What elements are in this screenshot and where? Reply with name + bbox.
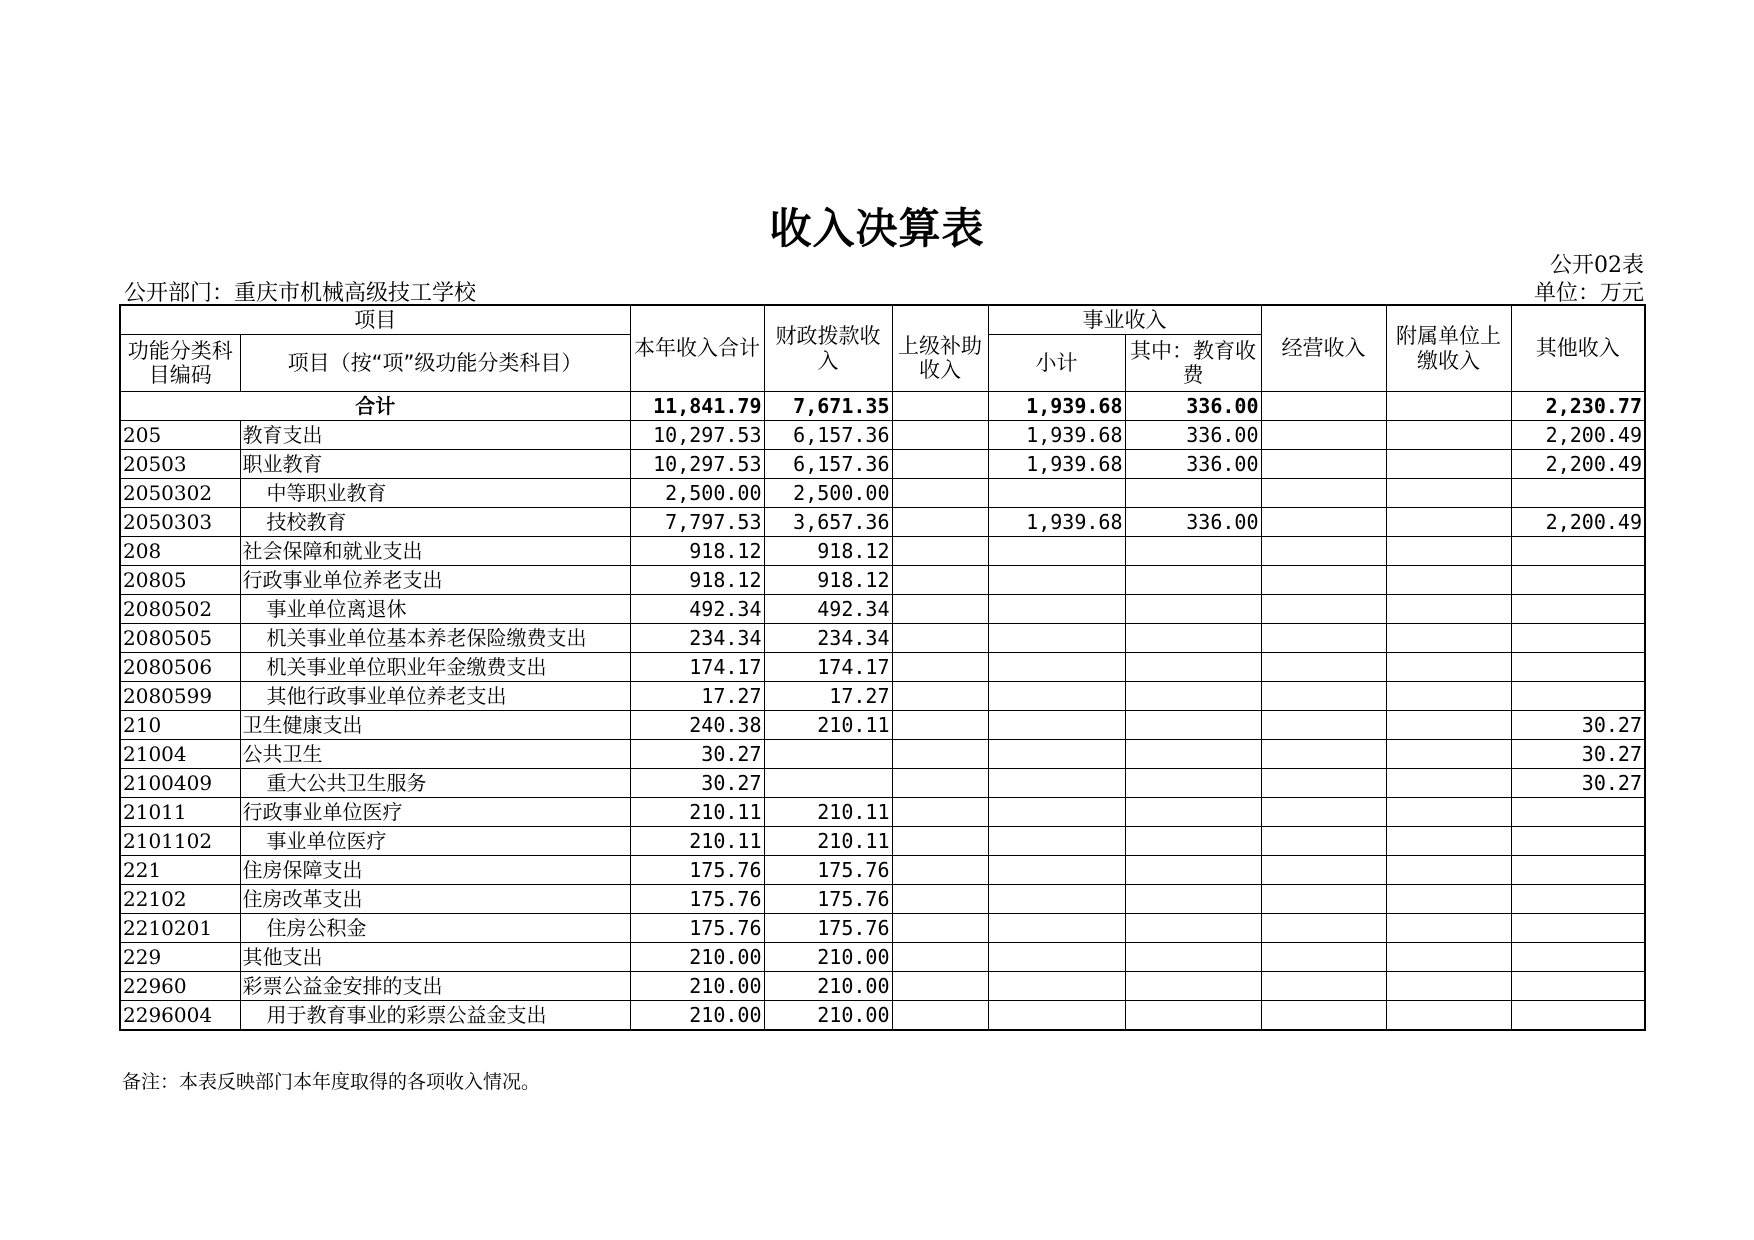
edu-fee-cell (1125, 943, 1261, 972)
table-row (120, 856, 1645, 885)
table-row (120, 682, 1645, 711)
affiliated-cell (1386, 653, 1511, 682)
subtotal-cell (988, 943, 1125, 972)
func-code-cell: 22102 (120, 885, 240, 914)
operating-cell (1261, 769, 1386, 798)
affiliated-cell (1386, 682, 1511, 711)
affiliated-cell (1386, 914, 1511, 943)
edu-fee-cell (1125, 537, 1261, 566)
operating-cell (1261, 508, 1386, 537)
other-cell (1511, 595, 1645, 624)
header-total-income: 本年收入合计 (630, 305, 764, 392)
total-income-cell: 10,297.53 (630, 450, 764, 479)
func-code-cell: 205 (120, 421, 240, 450)
fiscal-cell: 918.12 (764, 537, 892, 566)
subtotal-cell (988, 885, 1125, 914)
footnote: 备注：本表反映部门本年度取得的各项收入情况。 (122, 1071, 541, 1093)
table-row (120, 653, 1645, 682)
edu-fee-cell (1125, 479, 1261, 508)
total-income-cell: 175.76 (630, 856, 764, 885)
header-fiscal: 财政拨款收入 (764, 305, 892, 392)
total-edu-fee: 336.00 (1125, 392, 1261, 421)
total-row (120, 392, 1645, 421)
edu-fee-cell (1125, 769, 1261, 798)
total-income-cell: 30.27 (630, 769, 764, 798)
func-code-cell: 2080506 (120, 653, 240, 682)
affiliated-cell (1386, 972, 1511, 1001)
operating-cell (1261, 798, 1386, 827)
other-cell (1511, 682, 1645, 711)
fiscal-cell: 175.76 (764, 885, 892, 914)
other-cell (1511, 827, 1645, 856)
total-income-cell: 174.17 (630, 653, 764, 682)
item-name-cell: 行政事业单位医疗 (240, 798, 630, 827)
item-name-cell: 教育支出 (240, 421, 630, 450)
table-row (120, 711, 1645, 740)
total-income-cell: 175.76 (630, 885, 764, 914)
subtotal-cell (988, 972, 1125, 1001)
subtotal-cell: 1,939.68 (988, 508, 1125, 537)
fiscal-cell: 234.34 (764, 624, 892, 653)
item-name-cell: 机关事业单位职业年金缴费支出 (240, 653, 630, 682)
item-name-cell: 住房保障支出 (240, 856, 630, 885)
other-cell: 2,200.49 (1511, 450, 1645, 479)
func-code-cell: 2080502 (120, 595, 240, 624)
header-other: 其他收入 (1511, 305, 1645, 392)
department-label: 公开部门：重庆市机械高级技工学校 (124, 281, 477, 306)
table-row (120, 566, 1645, 595)
superior-cell (892, 624, 988, 653)
func-code-cell: 20503 (120, 450, 240, 479)
operating-cell (1261, 450, 1386, 479)
other-cell (1511, 624, 1645, 653)
edu-fee-cell (1125, 653, 1261, 682)
header-superior: 上级补助收入 (892, 305, 988, 392)
subtotal-cell (988, 740, 1125, 769)
affiliated-cell (1386, 537, 1511, 566)
func-code-cell: 221 (120, 856, 240, 885)
superior-cell (892, 740, 988, 769)
edu-fee-cell (1125, 798, 1261, 827)
affiliated-cell (1386, 740, 1511, 769)
total-income-cell: 210.11 (630, 798, 764, 827)
affiliated-cell (1386, 885, 1511, 914)
table-row (120, 885, 1645, 914)
edu-fee-cell (1125, 624, 1261, 653)
other-cell (1511, 566, 1645, 595)
edu-fee-cell (1125, 914, 1261, 943)
other-cell (1511, 856, 1645, 885)
table-row (120, 508, 1645, 537)
header-project: 项目 (120, 305, 630, 335)
subtotal-cell (988, 856, 1125, 885)
superior-cell (892, 885, 988, 914)
total-income-cell: 918.12 (630, 537, 764, 566)
item-name-cell: 公共卫生 (240, 740, 630, 769)
other-cell (1511, 479, 1645, 508)
item-name-cell: 社会保障和就业支出 (240, 537, 630, 566)
subtotal-cell (988, 595, 1125, 624)
table-row (120, 479, 1645, 508)
fiscal-cell: 210.11 (764, 711, 892, 740)
subtotal-cell: 1,939.68 (988, 421, 1125, 450)
fiscal-cell: 17.27 (764, 682, 892, 711)
fiscal-cell: 6,157.36 (764, 450, 892, 479)
other-cell: 2,200.49 (1511, 421, 1645, 450)
total-income-cell: 30.27 (630, 740, 764, 769)
subtotal-cell (988, 914, 1125, 943)
table-row (120, 972, 1645, 1001)
header-subtotal: 小计 (988, 335, 1125, 392)
item-name-cell: 重大公共卫生服务 (240, 769, 630, 798)
total-income-cell: 17.27 (630, 682, 764, 711)
subtotal-cell (988, 827, 1125, 856)
total-income-cell: 918.12 (630, 566, 764, 595)
operating-cell (1261, 885, 1386, 914)
total-income-cell: 492.34 (630, 595, 764, 624)
item-name-cell: 用于教育事业的彩票公益金支出 (240, 1001, 630, 1031)
total-income-cell: 240.38 (630, 711, 764, 740)
func-code-cell: 20805 (120, 566, 240, 595)
operating-cell (1261, 856, 1386, 885)
other-cell: 30.27 (1511, 769, 1645, 798)
fiscal-cell: 918.12 (764, 566, 892, 595)
other-cell: 30.27 (1511, 711, 1645, 740)
func-code-cell: 2080599 (120, 682, 240, 711)
fiscal-cell: 2,500.00 (764, 479, 892, 508)
affiliated-cell (1386, 508, 1511, 537)
affiliated-cell (1386, 1001, 1511, 1031)
header-item-name: 项目（按“项”级功能分类科目） (240, 335, 630, 392)
item-name-cell: 住房公积金 (240, 914, 630, 943)
edu-fee-cell (1125, 1001, 1261, 1031)
operating-cell (1261, 624, 1386, 653)
edu-fee-cell: 336.00 (1125, 421, 1261, 450)
edu-fee-cell: 336.00 (1125, 450, 1261, 479)
fiscal-cell: 6,157.36 (764, 421, 892, 450)
total-label: 合计 (120, 392, 630, 421)
other-cell: 30.27 (1511, 740, 1645, 769)
item-name-cell: 卫生健康支出 (240, 711, 630, 740)
affiliated-cell (1386, 769, 1511, 798)
other-cell (1511, 537, 1645, 566)
func-code-cell: 2296004 (120, 1001, 240, 1031)
func-code-cell: 208 (120, 537, 240, 566)
item-name-cell: 彩票公益金安排的支出 (240, 972, 630, 1001)
other-cell (1511, 943, 1645, 972)
total-income-cell: 234.34 (630, 624, 764, 653)
func-code-cell: 22960 (120, 972, 240, 1001)
fiscal-cell: 175.76 (764, 914, 892, 943)
affiliated-cell (1386, 856, 1511, 885)
table-row (120, 537, 1645, 566)
superior-cell (892, 537, 988, 566)
table-row (120, 740, 1645, 769)
total-income-cell: 7,797.53 (630, 508, 764, 537)
superior-cell (892, 595, 988, 624)
table-row (120, 914, 1645, 943)
total-income-cell: 210.00 (630, 972, 764, 1001)
header-func-code: 功能分类科目编码 (120, 335, 240, 392)
item-name-cell: 住房改革支出 (240, 885, 630, 914)
item-name-cell: 事业单位离退休 (240, 595, 630, 624)
subtotal-cell (988, 653, 1125, 682)
affiliated-cell (1386, 798, 1511, 827)
func-code-cell: 21004 (120, 740, 240, 769)
superior-cell (892, 943, 988, 972)
other-cell (1511, 653, 1645, 682)
affiliated-cell (1386, 566, 1511, 595)
page-title: 收入决算表 (769, 204, 985, 253)
table-row (120, 798, 1645, 827)
affiliated-cell (1386, 595, 1511, 624)
item-name-cell: 其他支出 (240, 943, 630, 972)
edu-fee-cell (1125, 682, 1261, 711)
operating-cell (1261, 653, 1386, 682)
edu-fee-cell (1125, 566, 1261, 595)
edu-fee-cell (1125, 711, 1261, 740)
fiscal-cell: 210.00 (764, 1001, 892, 1031)
total-income-cell: 175.76 (630, 914, 764, 943)
header-operating: 经营收入 (1261, 305, 1386, 392)
item-name-cell: 事业单位医疗 (240, 827, 630, 856)
affiliated-cell (1386, 827, 1511, 856)
header-business: 事业收入 (988, 305, 1261, 335)
superior-cell (892, 711, 988, 740)
other-cell (1511, 885, 1645, 914)
affiliated-cell (1386, 943, 1511, 972)
superior-cell (892, 421, 988, 450)
item-name-cell: 职业教育 (240, 450, 630, 479)
superior-cell (892, 798, 988, 827)
subtotal-cell (988, 682, 1125, 711)
total-income-cell: 10,297.53 (630, 421, 764, 450)
edu-fee-cell (1125, 740, 1261, 769)
operating-cell (1261, 566, 1386, 595)
item-name-cell: 其他行政事业单位养老支出 (240, 682, 630, 711)
item-name-cell: 中等职业教育 (240, 479, 630, 508)
superior-cell (892, 566, 988, 595)
fiscal-cell: 3,657.36 (764, 508, 892, 537)
edu-fee-cell (1125, 972, 1261, 1001)
func-code-cell: 2210201 (120, 914, 240, 943)
fiscal-cell (764, 740, 892, 769)
total-affiliated (1386, 392, 1511, 421)
superior-cell (892, 450, 988, 479)
total-total-income: 11,841.79 (630, 392, 764, 421)
fiscal-cell: 492.34 (764, 595, 892, 624)
subtotal-cell (988, 798, 1125, 827)
affiliated-cell (1386, 711, 1511, 740)
operating-cell (1261, 943, 1386, 972)
superior-cell (892, 508, 988, 537)
unit-label: 单位：万元 (1533, 281, 1644, 306)
affiliated-cell (1386, 479, 1511, 508)
fiscal-cell (764, 769, 892, 798)
superior-cell (892, 653, 988, 682)
subtotal-cell (988, 566, 1125, 595)
func-code-cell: 229 (120, 943, 240, 972)
affiliated-cell (1386, 624, 1511, 653)
affiliated-cell (1386, 450, 1511, 479)
edu-fee-cell (1125, 827, 1261, 856)
operating-cell (1261, 1001, 1386, 1031)
total-operating (1261, 392, 1386, 421)
operating-cell (1261, 972, 1386, 1001)
func-code-cell: 2050302 (120, 479, 240, 508)
subtotal-cell (988, 624, 1125, 653)
table-row (120, 624, 1645, 653)
other-cell (1511, 972, 1645, 1001)
edu-fee-cell (1125, 595, 1261, 624)
edu-fee-cell (1125, 856, 1261, 885)
affiliated-cell (1386, 421, 1511, 450)
total-superior (892, 392, 988, 421)
total-income-cell: 210.11 (630, 827, 764, 856)
fiscal-cell: 210.00 (764, 972, 892, 1001)
operating-cell (1261, 595, 1386, 624)
superior-cell (892, 827, 988, 856)
total-income-cell: 210.00 (630, 1001, 764, 1031)
total-subtotal: 1,939.68 (988, 392, 1125, 421)
total-other: 2,230.77 (1511, 392, 1645, 421)
operating-cell (1261, 711, 1386, 740)
func-code-cell: 21011 (120, 798, 240, 827)
func-code-cell: 2080505 (120, 624, 240, 653)
fiscal-cell: 210.11 (764, 798, 892, 827)
fiscal-cell: 174.17 (764, 653, 892, 682)
table-row (120, 827, 1645, 856)
item-name-cell: 技校教育 (240, 508, 630, 537)
superior-cell (892, 972, 988, 1001)
item-name-cell: 行政事业单位养老支出 (240, 566, 630, 595)
superior-cell (892, 769, 988, 798)
subtotal-cell: 1,939.68 (988, 450, 1125, 479)
table-row (120, 1001, 1645, 1031)
edu-fee-cell: 336.00 (1125, 508, 1261, 537)
subtotal-cell (988, 711, 1125, 740)
header-affiliated: 附属单位上缴收入 (1386, 305, 1511, 392)
fiscal-cell: 210.11 (764, 827, 892, 856)
subtotal-cell (988, 1001, 1125, 1031)
subtotal-cell (988, 769, 1125, 798)
superior-cell (892, 1001, 988, 1031)
superior-cell (892, 479, 988, 508)
table-row (120, 421, 1645, 450)
func-code-cell: 210 (120, 711, 240, 740)
fiscal-cell: 210.00 (764, 943, 892, 972)
operating-cell (1261, 682, 1386, 711)
other-cell (1511, 1001, 1645, 1031)
total-income-cell: 210.00 (630, 943, 764, 972)
func-code-cell: 2050303 (120, 508, 240, 537)
table-row (120, 943, 1645, 972)
other-cell (1511, 914, 1645, 943)
edu-fee-cell (1125, 885, 1261, 914)
item-name-cell: 机关事业单位基本养老保险缴费支出 (240, 624, 630, 653)
operating-cell (1261, 421, 1386, 450)
other-cell (1511, 798, 1645, 827)
superior-cell (892, 682, 988, 711)
operating-cell (1261, 537, 1386, 566)
income-statement-table (119, 304, 1646, 1031)
subtotal-cell (988, 537, 1125, 566)
form-number: 公开02表 (1550, 253, 1644, 278)
func-code-cell: 2101102 (120, 827, 240, 856)
table-row (120, 450, 1645, 479)
operating-cell (1261, 914, 1386, 943)
total-income-cell: 2,500.00 (630, 479, 764, 508)
table-row (120, 769, 1645, 798)
total-fiscal: 7,671.35 (764, 392, 892, 421)
fiscal-cell: 175.76 (764, 856, 892, 885)
func-code-cell: 2100409 (120, 769, 240, 798)
superior-cell (892, 914, 988, 943)
table-row (120, 595, 1645, 624)
subtotal-cell (988, 479, 1125, 508)
superior-cell (892, 856, 988, 885)
operating-cell (1261, 479, 1386, 508)
header-edu-fee: 其中：教育收费 (1125, 335, 1261, 392)
other-cell: 2,200.49 (1511, 508, 1645, 537)
operating-cell (1261, 740, 1386, 769)
operating-cell (1261, 827, 1386, 856)
